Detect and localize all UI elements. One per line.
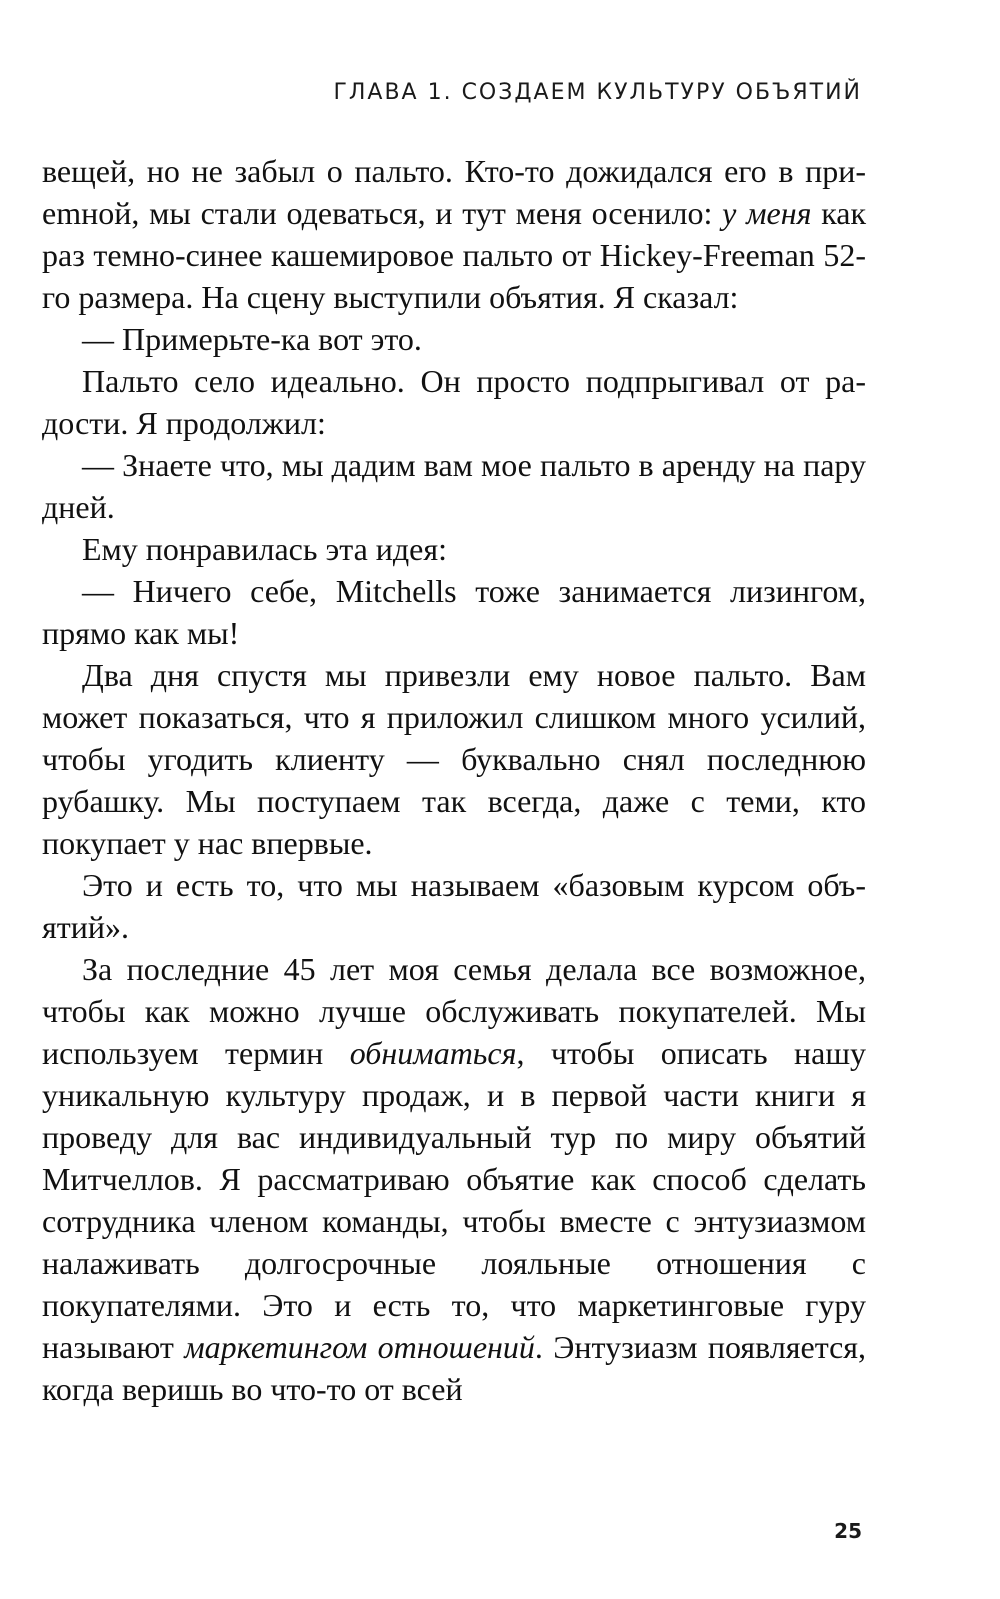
dialogue-line: — Примерьте-ка вот это. bbox=[82, 321, 422, 357]
paragraph bbox=[42, 150, 866, 318]
emphasis: обниматься bbox=[349, 1035, 517, 1071]
text-run: . Энтузиазм появляется, когда веришь во что-то от всей bbox=[42, 1329, 867, 1407]
paragraph bbox=[42, 948, 866, 1410]
running-header: ГЛАВА 1. СОЗДАЕМ КУЛЬТУРУ ОБЪЯТИЙ bbox=[333, 80, 862, 105]
body-text bbox=[42, 150, 866, 1410]
paragraph: Это и есть то, что мы называем «базовым курсом объятий». bbox=[42, 867, 866, 945]
text-run: За последние 45 лет моя семья делала все возможное, чтобы как можно лучше обслуживать покупателей. Мы используем термин bbox=[42, 951, 866, 1071]
page-number: 25 bbox=[834, 1519, 862, 1543]
paragraph: Два дня спустя мы привезли ему новое пальто. Вам может показаться, что я приложил слишком много усилий, чтобы угодить клиенту — буквально снял последнюю рубашку. Мы поступаем так всегда, даже с теми, кто покупает у нас впервые. bbox=[42, 657, 866, 861]
text-run: как раз темно-синее кашемировое пальто от Hickey-Freeman 52-го размера. На сцену выступили объятия. Я сказал: bbox=[42, 195, 867, 315]
emphasis: маркетингом отношений bbox=[184, 1329, 535, 1365]
emphasis: у меня bbox=[722, 195, 812, 231]
dialogue-line: — Знаете что, мы дадим вам мое пальто в аренду на пару дней. bbox=[42, 447, 866, 525]
text-run: , чтобы описать нашу уникальную культуру продаж, и в первой части книги я проведу для вас индивидуальный тур по миру объятий Митчеллов. Я рассматриваю объятие как способ сделать сотрудника членом команды, чтобы вместе с энтузиазмом налаживать долгосрочные лояльные отношения с покупателями. Это и есть то, что маркетинговые гуру называют bbox=[42, 1035, 867, 1365]
text-run: вещей, но не забыл о пальто. Кто-то дожидался его в приemной, мы стали одеваться, и тут меня осенило: bbox=[42, 153, 866, 231]
paragraph: Ему понравилась эта идея: bbox=[82, 531, 447, 567]
dialogue-line: — Ничего себе, Mitchells тоже занимается лизингом, прямо как мы! bbox=[42, 573, 866, 651]
paragraph: Пальто село идеально. Он просто подпрыгивал от радости. Я продолжил: bbox=[42, 363, 866, 441]
